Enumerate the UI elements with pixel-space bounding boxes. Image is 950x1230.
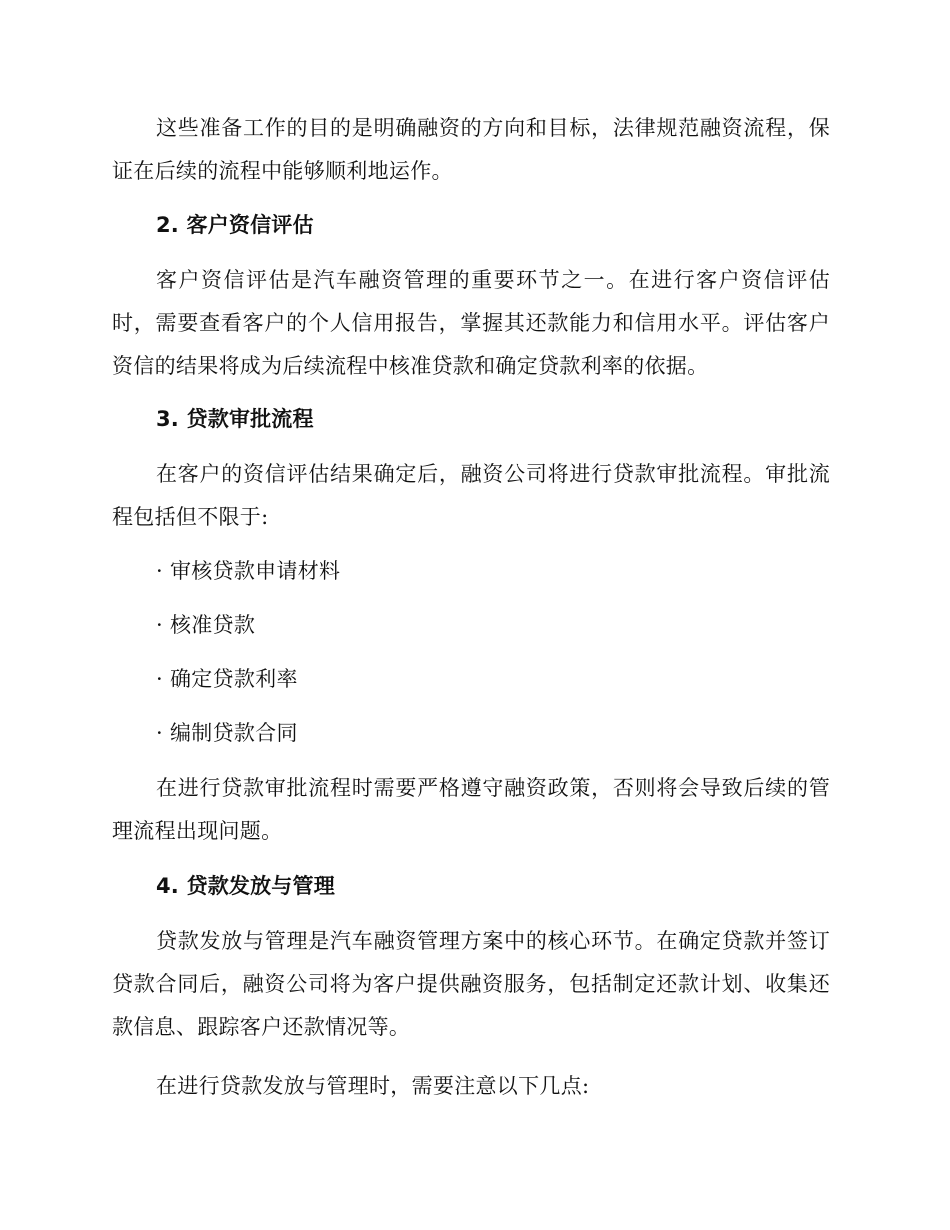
paragraph-preparation-purpose: 这些准备工作的目的是明确融资的方向和目标，法律规范融资流程，保证在后续的流程中能够顺利地运作。: [112, 116, 830, 183]
list-item-approve-loan: · 核准贷款: [156, 613, 256, 637]
paragraph-credit-assessment: 客户资信评估是汽车融资管理的重要环节之一。在进行客户资信评估时，需要查看客户的个人信用报告，掌握其还款能力和信用水平。评估客户资信的结果将成为后续流程中核准贷款和确定贷款利率的依据。: [112, 268, 830, 378]
section-heading-credit-assessment: 2. 客户资信评估: [156, 213, 314, 237]
paragraph-loan-approval: 在客户的资信评估结果确定后，融资公司将进行贷款审批流程。审批流程包括但不限于:: [112, 462, 830, 529]
paragraph-approval-policy: 在进行贷款审批流程时需要严格遵守融资政策，否则将会导致后续的管理流程出现问题。: [112, 776, 830, 843]
list-item-set-interest-rate: · 确定贷款利率: [156, 667, 298, 691]
section-heading-loan-approval: 3. 贷款审批流程: [156, 407, 314, 431]
paragraph-disbursement-notes: 在进行贷款发放与管理时，需要注意以下几点:: [156, 1074, 590, 1098]
list-item-draft-contract: · 编制贷款合同: [156, 721, 298, 745]
paragraph-loan-disbursement: 贷款发放与管理是汽车融资管理方案中的核心环节。在确定贷款并签订贷款合同后，融资公司将为客户提供融资服务，包括制定还款计划、收集还款信息、跟踪客户还款情况等。: [112, 929, 830, 1039]
list-item-review-materials: · 审核贷款申请材料: [156, 559, 341, 583]
section-heading-loan-disbursement: 4. 贷款发放与管理: [156, 874, 335, 898]
